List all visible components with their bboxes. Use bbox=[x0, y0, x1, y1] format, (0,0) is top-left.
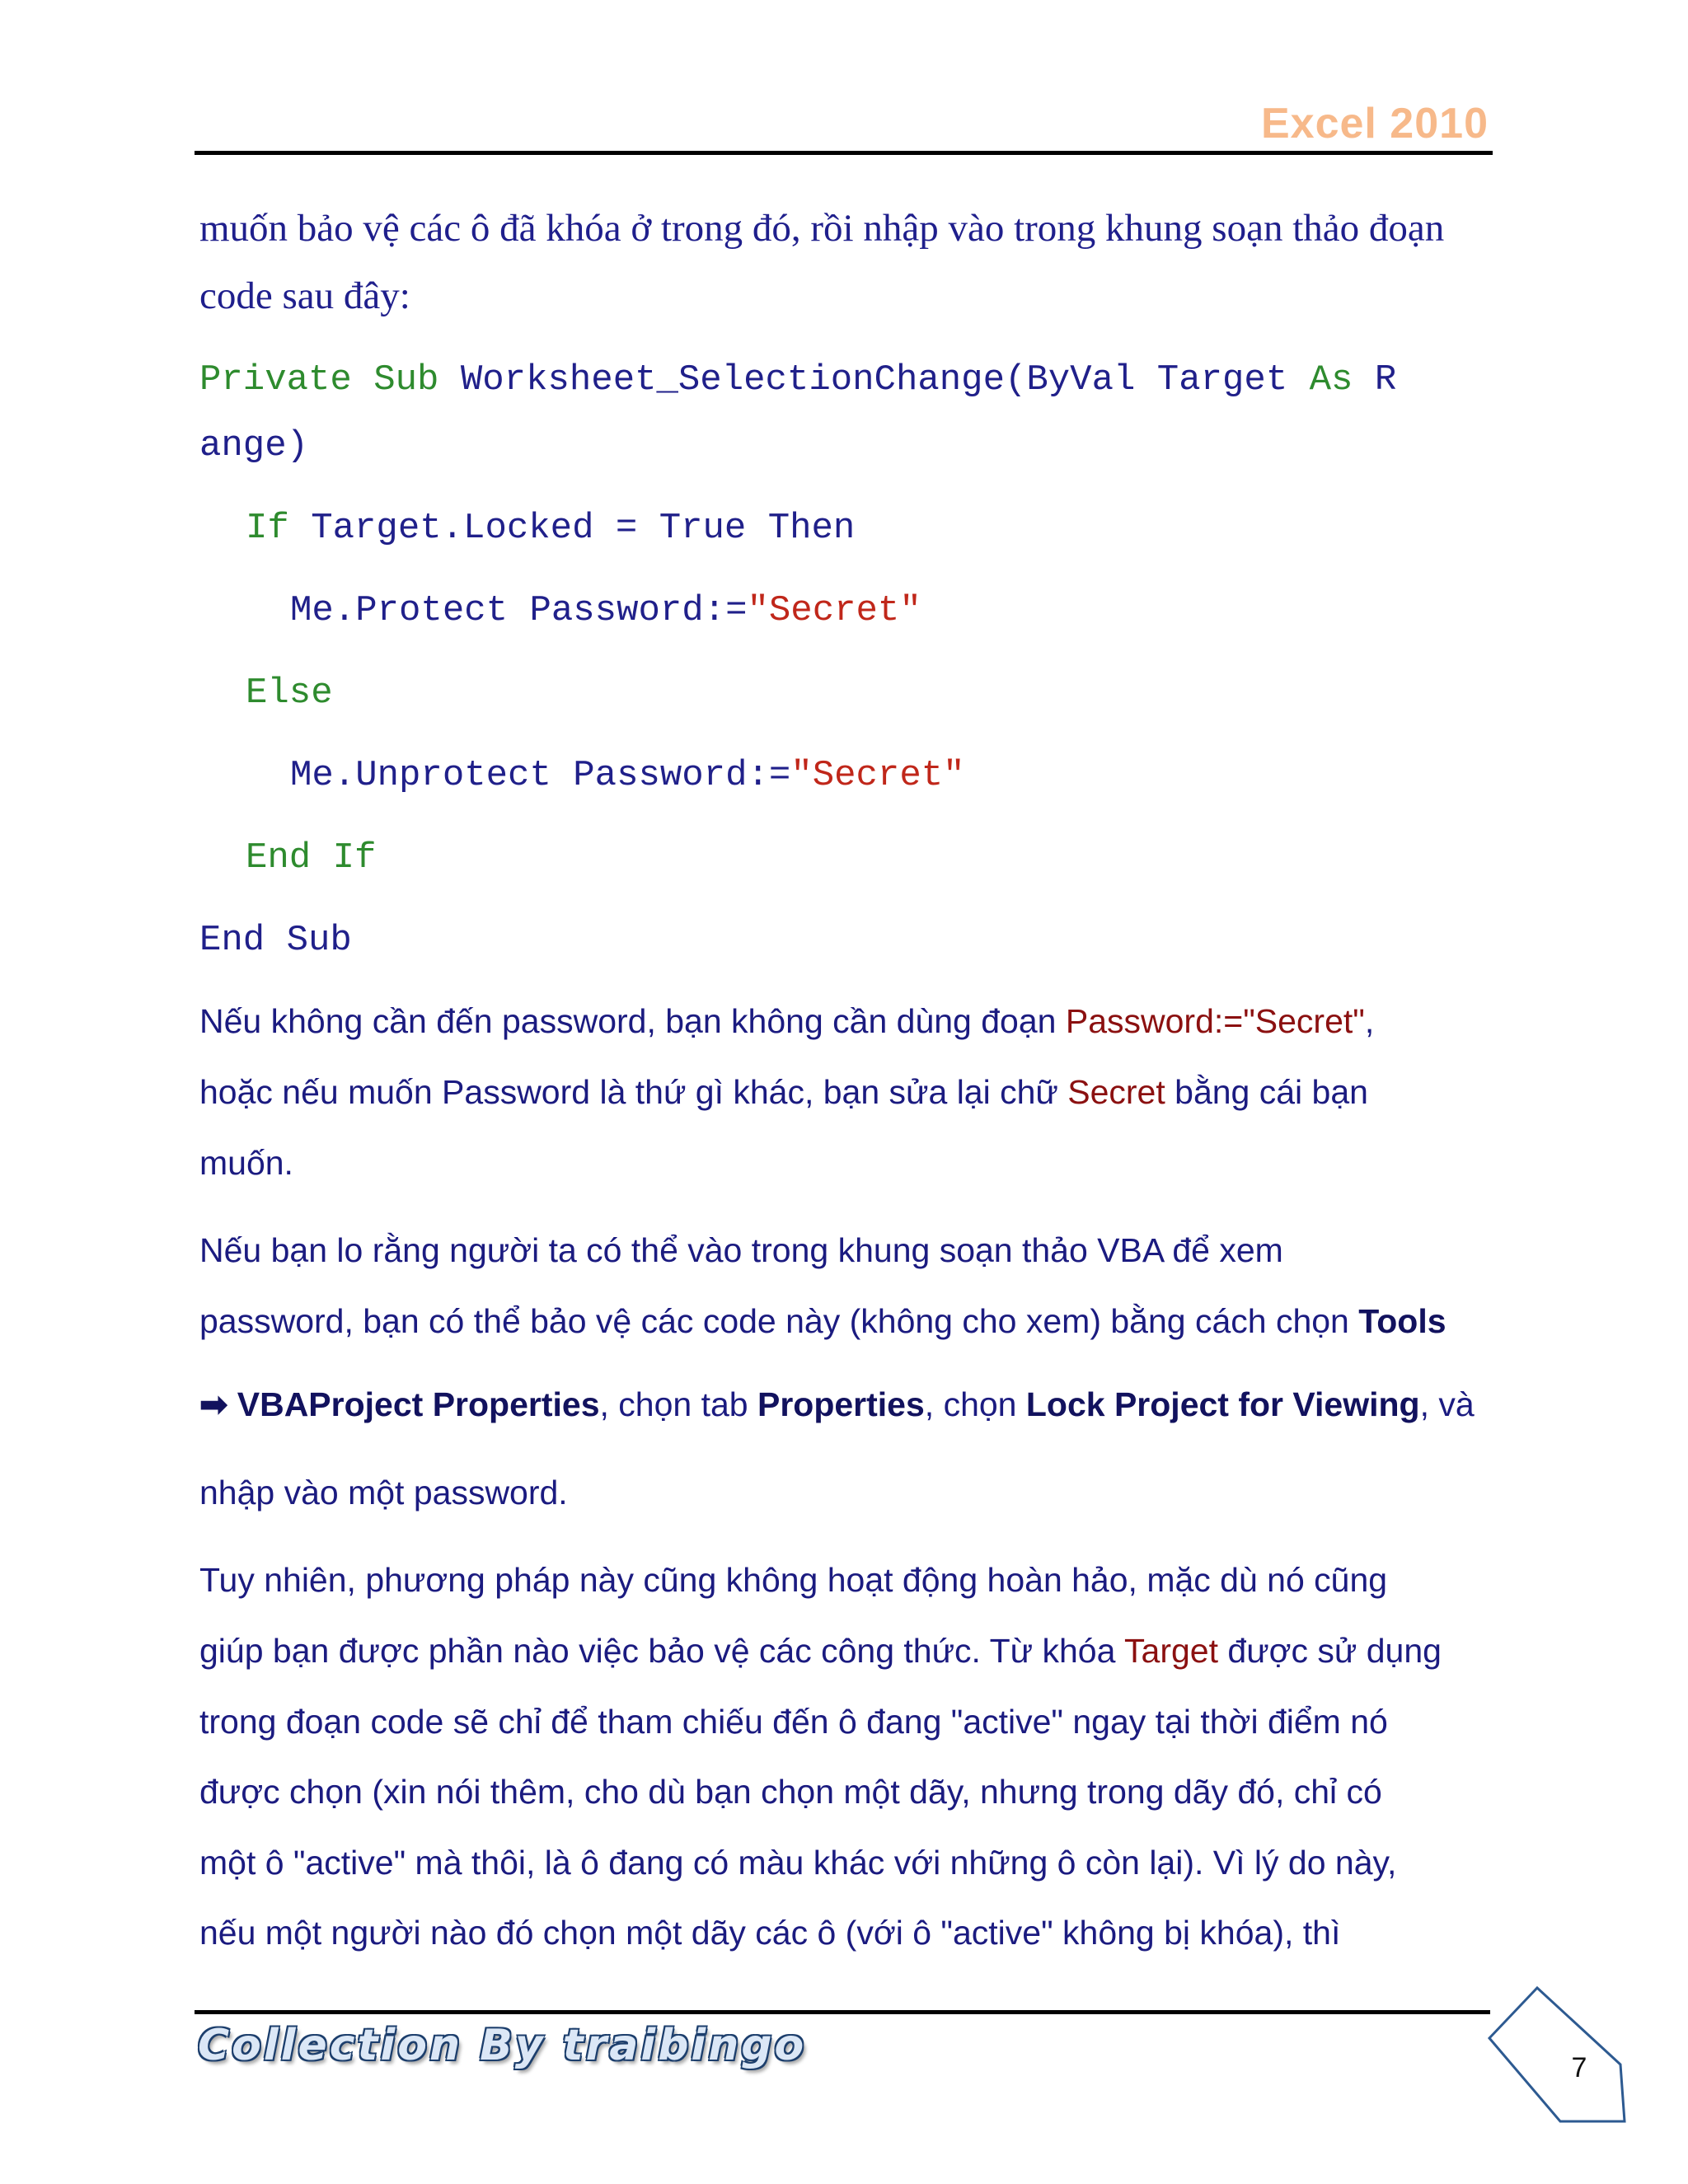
code-token: As bbox=[1309, 359, 1353, 401]
code-line-4 bbox=[290, 590, 921, 631]
code-line-6 bbox=[290, 755, 965, 796]
bold-run: Lock Project for Viewing bbox=[1025, 1385, 1420, 1423]
text-run: , bbox=[1364, 1002, 1375, 1040]
code-line-1 bbox=[199, 359, 1396, 401]
code-token: Worksheet_SelectionChange(ByVal Target bbox=[460, 359, 1310, 401]
p3-line-2 bbox=[199, 1632, 1442, 1671]
page-number: 7 bbox=[1571, 2052, 1587, 2083]
footer-brand: Collection By traibingo bbox=[198, 2021, 807, 2070]
highlight-run: Secret bbox=[1067, 1073, 1165, 1111]
code-token: Me.Unprotect Password:= bbox=[290, 755, 791, 796]
code-token: Target.Locked = bbox=[288, 508, 659, 549]
code-token: Private Sub bbox=[199, 359, 461, 401]
code-line-3 bbox=[246, 508, 855, 549]
p1-line-3: muốn. bbox=[199, 1144, 293, 1182]
p3-line-1: Tuy nhiên, phương pháp này cũng không hoạt động hoàn hảo, mặc dù nó cũng bbox=[199, 1561, 1388, 1599]
code-line-8: End Sub bbox=[199, 920, 352, 961]
highlight-run: Target bbox=[1124, 1632, 1218, 1670]
code-token: If bbox=[246, 508, 289, 549]
p2-line-1: Nếu bạn lo rằng người ta có thể vào trong khung soạn thảo VBA để xem bbox=[199, 1231, 1283, 1269]
code-token: Me.Protect Password:= bbox=[290, 590, 748, 631]
p3-line-3: trong đoạn code sẽ chỉ để tham chiếu đến ô đang "active" ngay tại thời điểm nó bbox=[199, 1703, 1388, 1741]
highlight-run: Password:="Secret" bbox=[1065, 1002, 1365, 1040]
p2-line-2 bbox=[199, 1302, 1447, 1341]
text-run: được sử dụng bbox=[1218, 1632, 1442, 1670]
header-title: Excel 2010 bbox=[1260, 100, 1489, 148]
bold-run: ➡ VBAProject Properties bbox=[199, 1385, 600, 1423]
code-string: "Secret" bbox=[790, 755, 965, 796]
p2-line-3 bbox=[199, 1385, 1475, 1424]
text-run: , chọn tab bbox=[599, 1385, 757, 1423]
code-token: If bbox=[332, 837, 377, 879]
text-run: bằng cái bạn bbox=[1165, 1073, 1368, 1111]
text-run: Nếu không cần đến password, bạn không cần dùng đoạn bbox=[199, 1002, 1066, 1040]
header-rule bbox=[195, 151, 1493, 155]
text-run: giúp bạn được phần nào việc bảo vệ các công thức. Từ khóa bbox=[199, 1632, 1125, 1670]
intro-line-2: code sau đây: bbox=[199, 274, 410, 317]
code-token: End bbox=[246, 837, 333, 879]
code-string: "Secret" bbox=[747, 590, 921, 631]
p2-line-4: nhập vào một password. bbox=[199, 1474, 568, 1511]
text-run: , và bbox=[1419, 1385, 1475, 1423]
bold-run: Tools bbox=[1358, 1302, 1447, 1340]
p1-line-1 bbox=[199, 1002, 1374, 1041]
p3-line-6: nếu một người nào đó chọn một dãy các ô (với ô "active" không bị khóa), thì bbox=[199, 1914, 1341, 1952]
p3-line-4: được chọn (xin nói thêm, cho dù bạn chọn một dãy, nhưng trong dãy đó, chỉ có bbox=[199, 1773, 1382, 1811]
intro-line-1: muốn bảo vệ các ô đã khóa ở trong đó, rồi nhập vào trong khung soạn thảo đoạn bbox=[199, 207, 1445, 250]
p3-line-5: một ô "active" mà thôi, là ô đang có màu khác với những ô còn lại). Vì lý do này, bbox=[199, 1844, 1397, 1882]
bold-run: Properties bbox=[757, 1385, 925, 1423]
text-run: password, bạn có thể bảo vệ các code này (không cho xem) bằng cách chọn bbox=[199, 1302, 1359, 1340]
code-token: R bbox=[1353, 359, 1397, 401]
code-line-5: Else bbox=[246, 673, 333, 714]
code-line-2: ange) bbox=[199, 425, 309, 466]
text-run: hoặc nếu muốn Password là thứ gì khác, bạn sửa lại chữ bbox=[199, 1073, 1068, 1111]
code-token: True Then bbox=[659, 508, 856, 549]
code-line-7 bbox=[246, 837, 376, 879]
footer-rule bbox=[195, 2010, 1490, 2014]
p1-line-2 bbox=[199, 1073, 1368, 1112]
text-run: , chọn bbox=[924, 1385, 1026, 1423]
